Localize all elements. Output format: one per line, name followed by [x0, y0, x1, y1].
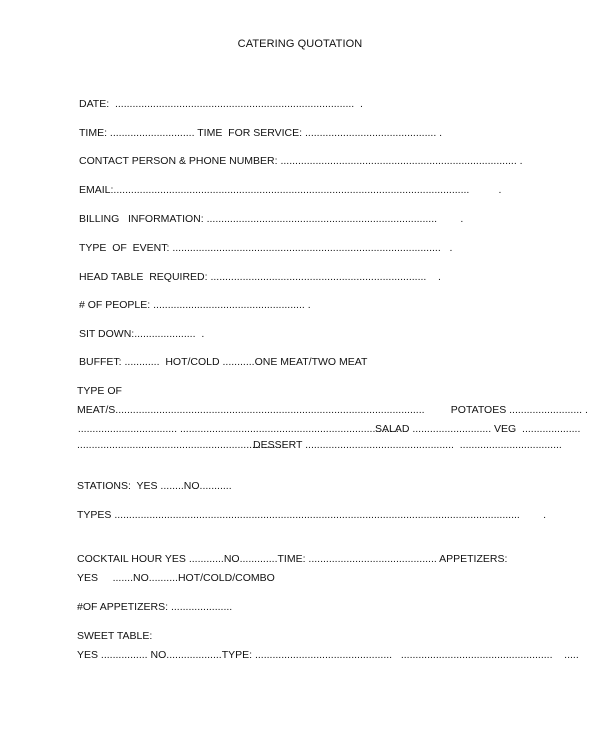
appetizers-count-field[interactable]: #OF APPETIZERS: .....................	[77, 601, 233, 613]
event-type-field[interactable]: TYPE OF EVENT: ............................................................................................ .	[79, 242, 453, 254]
meats-continued-a[interactable]: .................................. ...........................................................................	[72, 423, 399, 435]
meats-field[interactable]: MEAT/S.......................................................................................................... POTATOES ......................... .	[77, 404, 588, 416]
sweet-table-field[interactable]: YES ................ NO...................TYPE: ............................................... .................................................... .....	[77, 649, 579, 661]
email-field[interactable]: EMAIL:.......................................................................................................................... .	[79, 184, 502, 196]
type-of-label: TYPE OF	[77, 385, 122, 397]
sweet-table-label: SWEET TABLE:	[77, 630, 153, 642]
head-table-field[interactable]: HEAD TABLE REQUIRED: .......................................................................... .	[79, 271, 441, 283]
document-title: CATERING QUOTATION	[237, 38, 363, 50]
meats-continued-b[interactable]: ......................................................................	[77, 439, 282, 451]
cocktail-yes-field[interactable]: YES .......NO..........HOT/COLD/COMBO	[77, 572, 275, 584]
billing-field[interactable]: BILLING INFORMATION: ............................................................................... .	[79, 213, 464, 225]
dessert-field[interactable]: DESSERT ................................................... ...................................	[253, 439, 562, 451]
sit-down-field[interactable]: SIT DOWN:..................... .	[79, 328, 205, 340]
contact-field[interactable]: CONTACT PERSON & PHONE NUMBER: ................................................................................. .	[79, 155, 523, 167]
stations-field[interactable]: STATIONS: YES ........NO...........	[77, 480, 232, 492]
cocktail-hour-field[interactable]: COCKTAIL HOUR YES ............NO.............TIME: ............................................ APPETIZERS:	[77, 553, 508, 565]
types-field[interactable]: TYPES ........................................................................................................................................... .	[77, 509, 547, 521]
time-field[interactable]: TIME: ............................. TIME FOR SERVICE: ............................................. .	[79, 127, 443, 139]
salad-veg-field[interactable]: SALAD ........................... VEG ....................	[375, 423, 581, 435]
buffet-field[interactable]: BUFFET: ............ HOT/COLD ...........ONE MEAT/TWO MEAT	[79, 356, 368, 368]
people-field[interactable]: # OF PEOPLE: .................................................... .	[79, 299, 311, 311]
date-field[interactable]: DATE: .................................................................................. .	[79, 98, 363, 110]
